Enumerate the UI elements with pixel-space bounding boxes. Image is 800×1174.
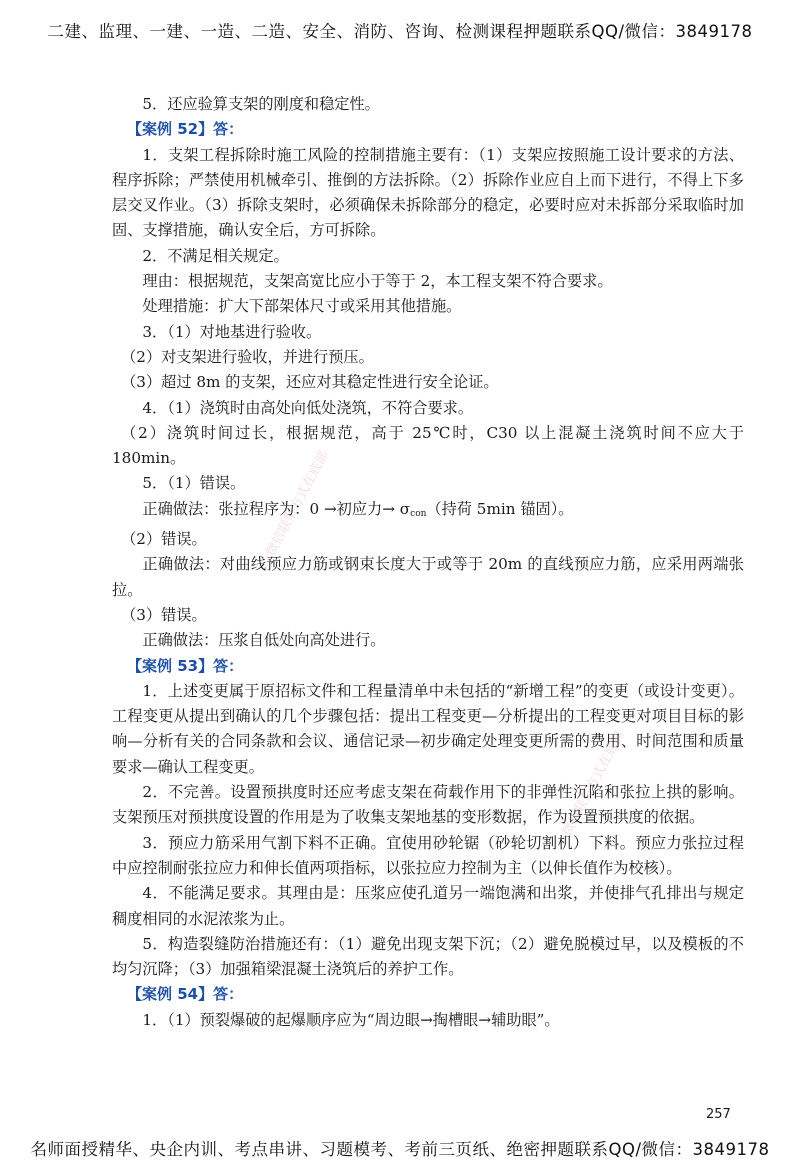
- paragraph-text: （持荷 5min 锚固）。: [426, 499, 574, 518]
- paragraph: 4．（1）浇筑时由高处向低处浇筑，不符合要求。: [142, 398, 474, 417]
- paragraph: （2）错误。: [121, 530, 207, 549]
- case-53-heading: 【案例 53】答：: [127, 656, 244, 675]
- paragraph: （3）错误。: [121, 605, 207, 624]
- paragraph: 5．构造裂缝防治措施还有：（1）避免出现支架下沉；（2）避免脱模过早，以及模板的不均匀沉降；（3）加强箱梁混凝土浇筑后的养护工作。: [112, 934, 744, 979]
- paragraph: 4．不能满足要求。其理由是：压浆应使孔道另一端饱满和出浆，并使排气孔排出与规定稠度相同的水泥浓浆为止。: [112, 884, 744, 928]
- paragraph: 1．（1）预裂爆破的起爆顺序应为“周边眼→掏槽眼→辅助眼”。: [142, 1010, 560, 1029]
- header-banner: 二建、监理、一建、一造、二造、安全、消防、咨询、检测课程押题联系QQ/微信：3849178: [47, 22, 753, 41]
- paragraph: 理由：根据规范，支架高宽比应小于等于 2，本工程支架不符合要求。: [142, 272, 613, 291]
- paragraph: 正确做法：对曲线预应力筋或钢束长度大于或等于 20m 的直线预应力筋，应采用两端张拉。: [112, 555, 744, 599]
- subscript-text: con: [410, 508, 427, 519]
- footer-banner: 名师面授精华、央企内训、考点串讲、习题模考、考前三页纸、绝密押题联系QQ/微信：3849178: [30, 1140, 770, 1159]
- paragraph: 1．支架工程拆除时施工风险的控制措施主要有：（1）支架应按照施工设计要求的方法、程序拆除；严禁使用机械牵引、推倒的方法拆除。（2）拆除作业应自上而下进行，不得上下多层交叉作业。（3）拆除支架时，必须确保未拆除部分的稳定，必要时应对未拆部分采取临时加固、支撑措施，确认安全后，方可拆除。: [112, 145, 744, 240]
- paragraph: 5．还应验算支架的刚度和稳定性。: [142, 95, 380, 113]
- paragraph: 正确做法：压浆自低处向高处进行。: [142, 631, 386, 650]
- paragraph-text: 正确做法：张拉程序为：0 →初应力→ σ: [142, 499, 411, 518]
- paragraph: [112, 497, 744, 527]
- paragraph: 处理措施：扩大下部架体尺寸或采用其他措施。: [142, 297, 462, 316]
- case-54-heading: 【案例 54】答：: [127, 985, 244, 1004]
- paragraph: （2）对支架进行验收，并进行预压。: [121, 347, 374, 366]
- paragraph: （2）浇筑时间过长，根据规范，高于 25℃时，C30 以上混凝土浇筑时间不应大于 180min。: [112, 423, 744, 468]
- paragraph: 3．（1）对地基进行验收。: [142, 322, 322, 341]
- paragraph: 5．（1）错误。: [142, 474, 246, 493]
- case-52-heading: 【案例 52】答：: [127, 120, 244, 139]
- paragraph: （3）超过 8m 的支架，还应对其稳定性进行安全论证。: [121, 373, 499, 392]
- paragraph: 3．预应力筋采用气割下料不正确。宜使用砂轮锯（砂轮切割机）下料。预应力张拉过程中应控制耐张拉应力和伸长值两项指标，以张拉应力控制为主（以伸长值作为校核）。: [112, 833, 744, 877]
- watermark-text: 微信联系方式在底部: [559, 728, 628, 839]
- paragraph: 1．上述变更属于原招标文件和工程量清单中未包括的“新增工程”的变更（或设计变更）。工程变更从提出到确认的几个步骤包括：提出工程变更—分析提出的工程变更对项目目标的影响—分析有关的合同条款和会议、通信记录—初步确定处理变更所需的费用、时间范围和质量要求—确认工程变更。: [112, 681, 744, 776]
- page-number: 257: [706, 1107, 731, 1122]
- paragraph: 2．不满足相关规定。: [142, 246, 289, 265]
- watermark-text: 微信联系方式在底部: [263, 448, 332, 559]
- paragraph: 2．不完善。设置预拱度时还应考虑支架在荷载作用下的非弹性沉陷和张拉上拱的影响。支架预压对预拱度设置的作用是为了收集支架地基的变形数据，作为设置预拱度的依据。: [112, 783, 744, 827]
- page-body: [112, 92, 744, 1033]
